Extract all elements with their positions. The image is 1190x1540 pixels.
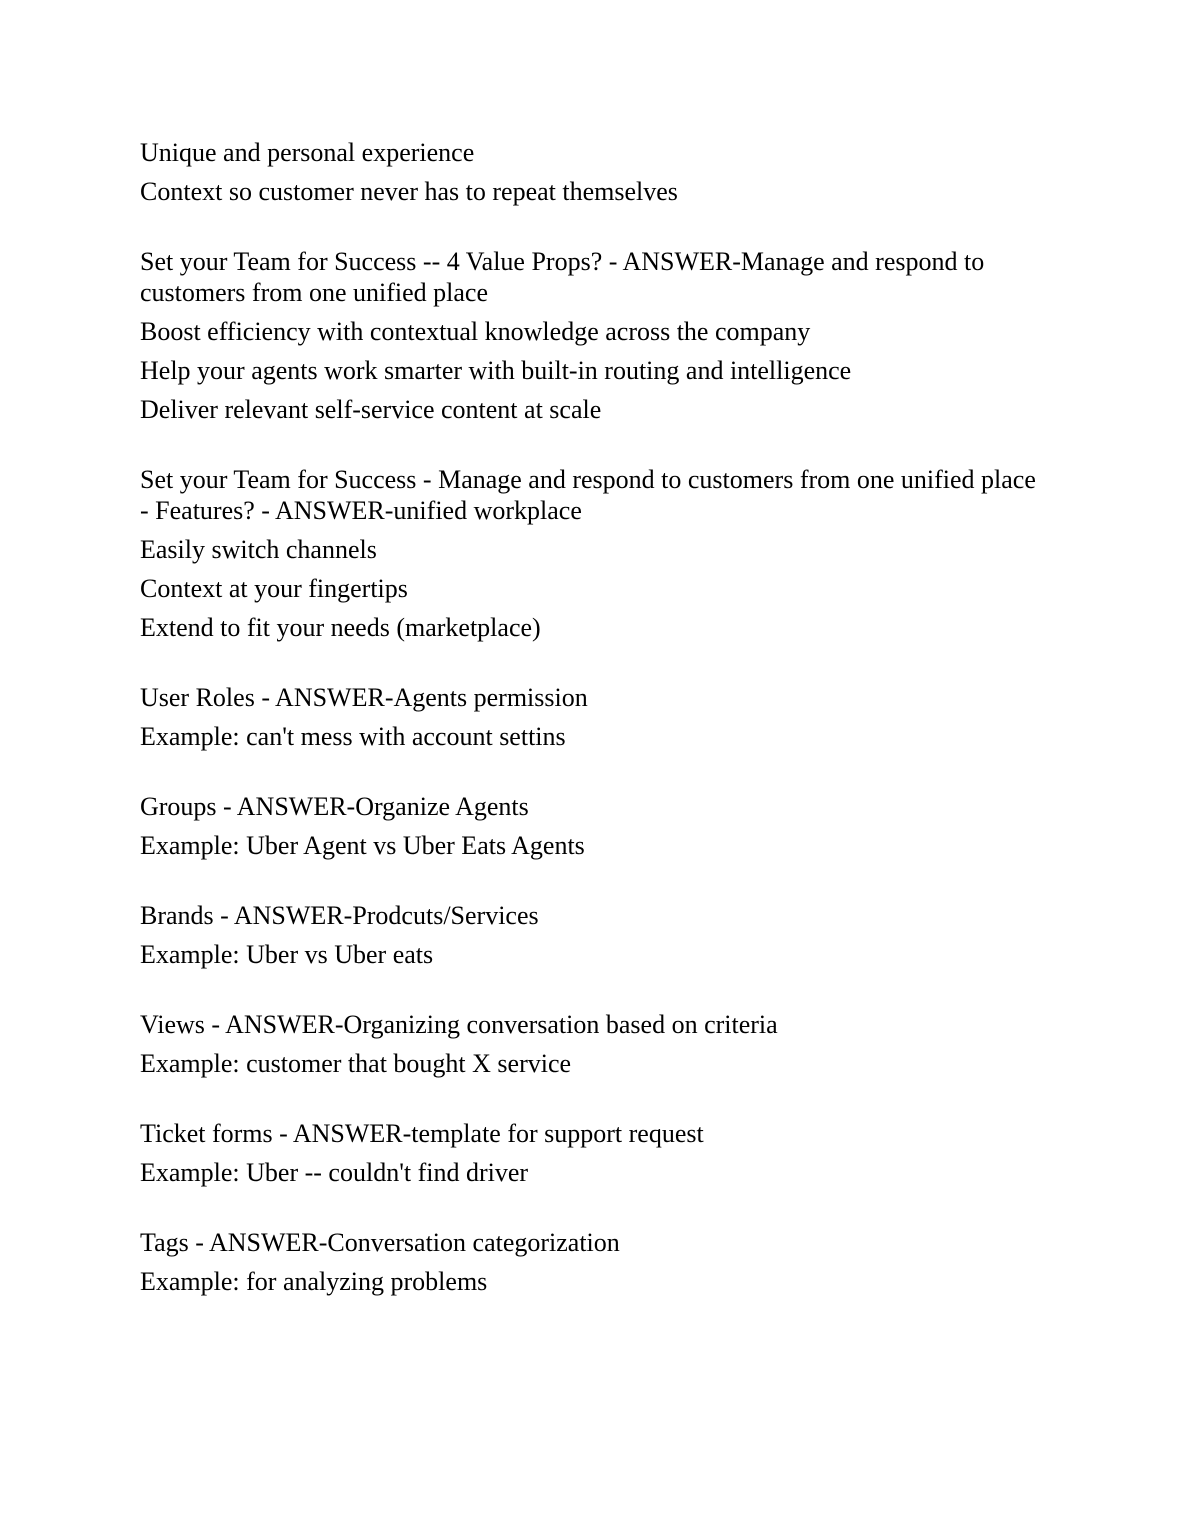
question-line: User Roles - ANSWER-Agents permission	[140, 683, 588, 712]
question-line: Brands - ANSWER-Prodcuts/Services	[140, 901, 539, 930]
example-line: Example: Uber Agent vs Uber Eats Agents	[140, 831, 585, 860]
answer-line: Help your agents work smarter with built-in routing and intelligence	[140, 356, 852, 385]
document-page	[140, 137, 1050, 1336]
answer-line: Context at your fingertips	[140, 574, 408, 603]
note-block-intro	[140, 137, 1050, 207]
question-line: Groups - ANSWER-Organize Agents	[140, 792, 529, 821]
note-block-tags	[140, 1227, 1050, 1297]
note-block-groups	[140, 791, 1050, 861]
note-block-ticket-forms	[140, 1118, 1050, 1188]
question-line: Tags - ANSWER-Conversation categorization	[140, 1228, 620, 1257]
note-block-features	[140, 464, 1050, 643]
question-line: Set your Team for Success - Manage and respond to customers from one unified place - Features? - ANSWER-unified workplace	[140, 465, 1036, 525]
question-line: Views - ANSWER-Organizing conversation based on criteria	[140, 1010, 778, 1039]
note-block-views	[140, 1009, 1050, 1079]
example-line: Example: customer that bought X service	[140, 1049, 572, 1078]
answer-line: Easily switch channels	[140, 535, 377, 564]
example-line: Example: Uber -- couldn't find driver	[140, 1158, 529, 1187]
answer-line: Deliver relevant self-service content at scale	[140, 395, 602, 424]
note-block-brands	[140, 900, 1050, 970]
example-line: Example: for analyzing problems	[140, 1267, 488, 1296]
answer-line: Boost efficiency with contextual knowledge across the company	[140, 317, 811, 346]
note-block-value-props	[140, 246, 1050, 425]
answer-line: Extend to fit your needs (marketplace)	[140, 613, 541, 642]
example-line: Example: can't mess with account settins	[140, 722, 566, 751]
example-line: Example: Uber vs Uber eats	[140, 940, 434, 969]
note-block-user-roles	[140, 682, 1050, 752]
question-line: Set your Team for Success -- 4 Value Props? - ANSWER-Manage and respond to customers from one unified place	[140, 247, 985, 307]
note-line: Unique and personal experience	[140, 138, 475, 167]
question-line: Ticket forms - ANSWER-template for support request	[140, 1119, 704, 1148]
note-line: Context so customer never has to repeat themselves	[140, 177, 678, 206]
